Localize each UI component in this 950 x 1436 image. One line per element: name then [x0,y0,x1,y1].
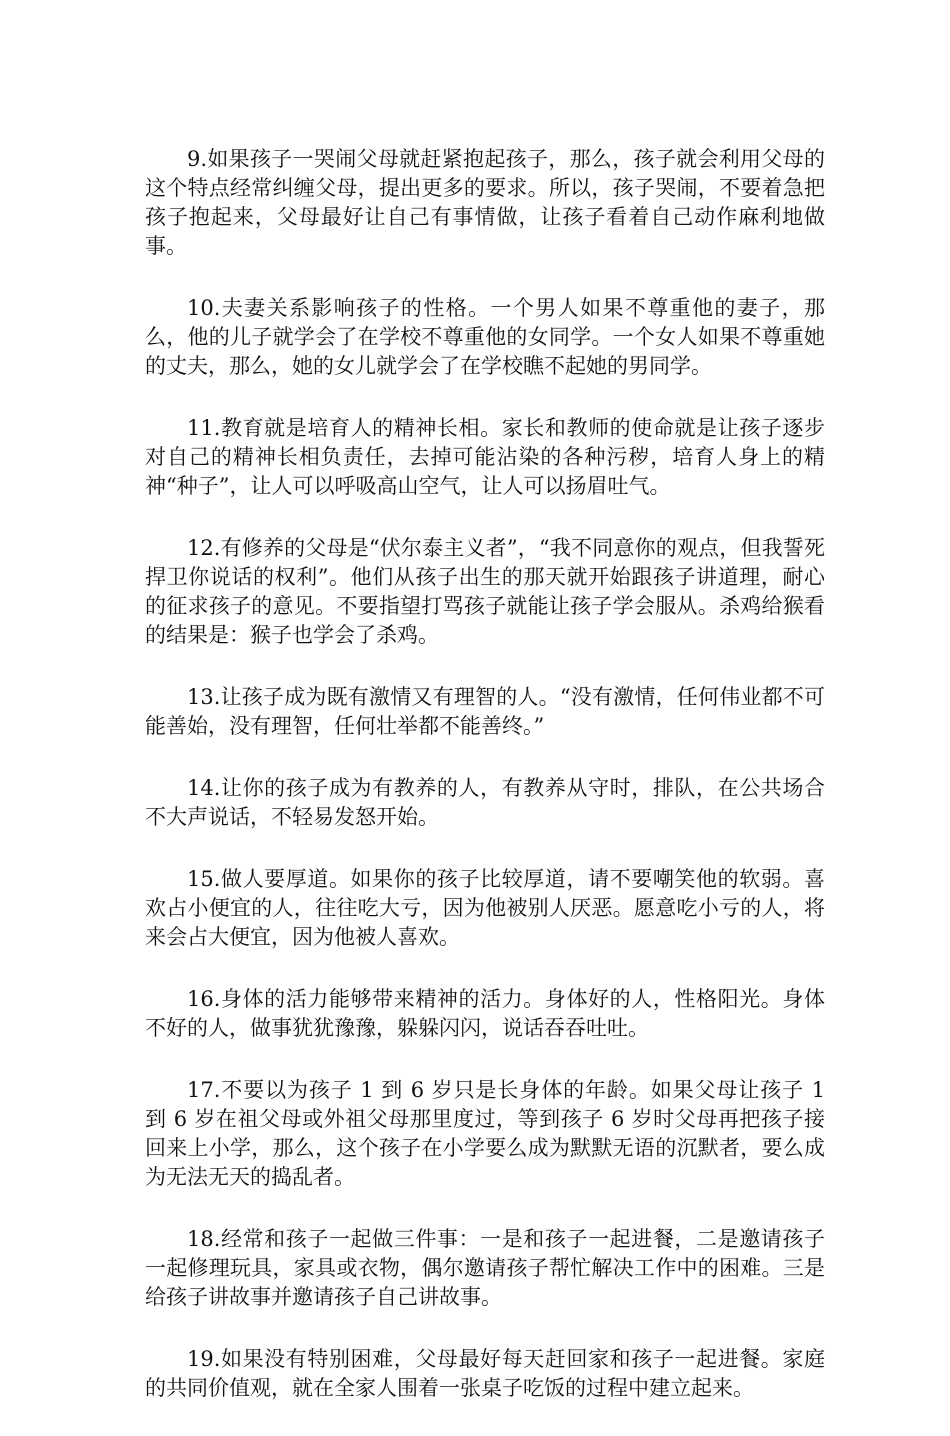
paragraph-17: 17.不要以为孩子 1 到 6 岁只是长身体的年龄。如果父母让孩子 1 到 6 岁在祖父母或外祖父母那里度过，等到孩子 6 岁时父母再把孩子接回来上小学，那么，这个孩子在小学要么成为默默无语的沉默者，要么成为无法无天的捣乱者。 [145,1078,825,1189]
paragraph-16: 16.身体的活力能够带来精神的活力。身体好的人，性格阳光。身体不好的人，做事犹犹豫豫，躲躲闪闪，说话吞吞吐吐。 [145,987,825,1040]
paragraph-15: 15.做人要厚道。如果你的孩子比较厚道，请不要嘲笑他的软弱。喜欢占小便宜的人，往往吃大亏，因为他被别人厌恶。愿意吃小亏的人，将来会占大便宜，因为他被人喜欢。 [145,867,825,949]
paragraph-19: 19.如果没有特别困难，父母最好每天赶回家和孩子一起进餐。家庭的共同价值观，就在全家人围着一张桌子吃饭的过程中建立起来。 [145,1347,825,1400]
paragraph-14: 14.让你的孩子成为有教养的人，有教养从守时，排队，在公共场合不大声说话，不轻易发怒开始。 [145,776,825,829]
paragraph-13: 13.让孩子成为既有激情又有理智的人。“没有激情，任何伟业都不可能善始，没有理智，任何壮举都不能善终。” [145,685,825,738]
paragraph-18: 18.经常和孩子一起做三件事：一是和孩子一起进餐，二是邀请孩子一起修理玩具，家具或衣物，偶尔邀请孩子帮忙解决工作中的困难。三是给孩子讲故事并邀请孩子自己讲故事。 [145,1227,825,1309]
paragraph-12: 12.有修养的父母是“伏尔泰主义者”，“我不同意你的观点，但我誓死捍卫你说话的权利”。他们从孩子出生的那天就开始跟孩子讲道理，耐心的征求孩子的意见。不要指望打骂孩子就能让孩子学会服从。杀鸡给猴看的结果是：猴子也学会了杀鸡。 [145,536,825,647]
paragraph-10: 10.夫妻关系影响孩子的性格。一个男人如果不尊重他的妻子，那么，他的儿子就学会了在学校不尊重他的女同学。一个女人如果不尊重她的丈夫，那么，她的女儿就学会了在学校瞧不起她的男同学。 [145,296,825,378]
paragraph-9: 9.如果孩子一哭闹父母就赶紧抱起孩子，那么，孩子就会利用父母的这个特点经常纠缠父母，提出更多的要求。所以，孩子哭闹，不要着急把孩子抱起来，父母最好让自己有事情做，让孩子看着自己动作麻利地做事。 [145,147,825,258]
paragraph-11: 11.教育就是培育人的精神长相。家长和教师的使命就是让孩子逐步对自己的精神长相负责任，去掉可能沾染的各种污秽，培育人身上的精神“种子”，让人可以呼吸高山空气，让人可以扬眉吐气。 [145,416,825,498]
document-page [145,145,825,1436]
